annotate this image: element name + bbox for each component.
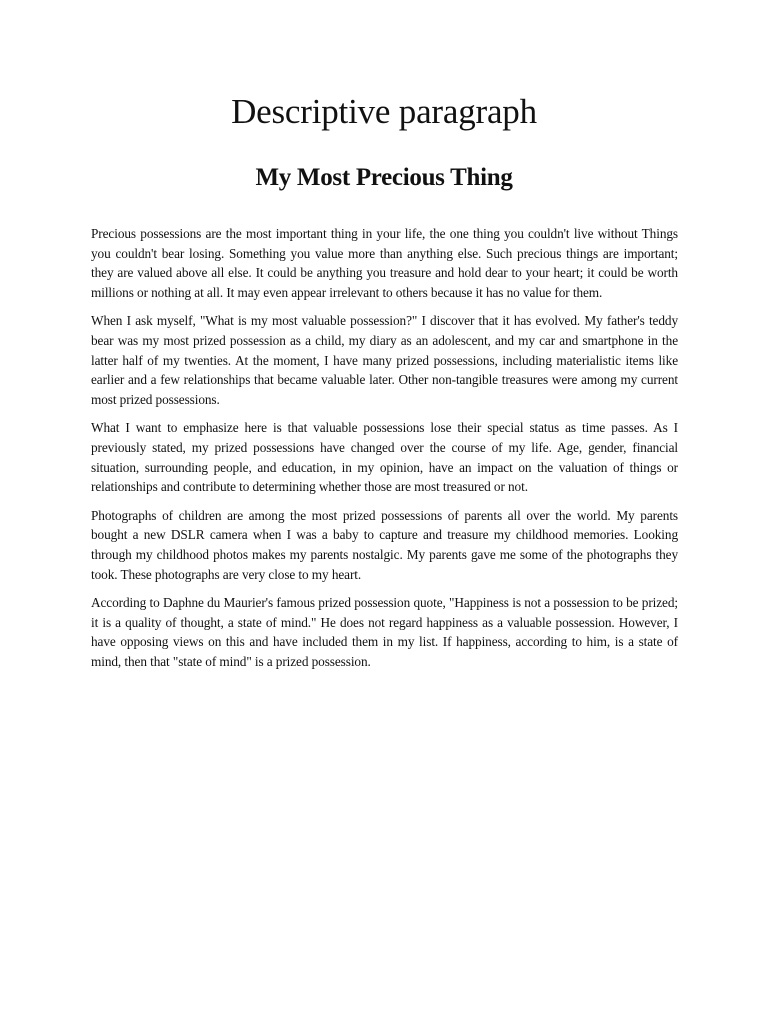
paragraph-3: What I want to emphasize here is that valuable possessions lose their special status as time passes. As I previously stated, my prized possessions have changed over the course of my life. Age, gender, financial situation, surrounding people, and education, in my opinion, have an impact on the valuation of things or relationships and contribute to determining whether those are most treasured or not. [91, 420, 678, 495]
paragraph-2: When I ask myself, "What is my most valuable possession?" I discover that it has evolved. My father's teddy bear was my most prized possession as a child, my diary as an adolescent, and my car and smartphone in the latter half of my twenties. At the moment, I have many prized possessions, including materialistic items like earlier and a few relationships that became valuable later. Other non-tangible treasures were among my current most prized possessions. [91, 313, 678, 407]
document-subtitle: My Most Precious Thing [255, 164, 513, 191]
paragraph-1: Precious possessions are the most important thing in your life, the one thing you couldn't live without Things you couldn't bear losing. Something you value more than anything else. Such precious things are important; they are valued above all else. It could be anything you treasure and hold dear to your heart; it could be worth millions or nothing at all. It may even appear irrelevant to others because it has no value for them. [91, 226, 678, 300]
paragraph-5: According to Daphne du Maurier's famous prized possession quote, "Happiness is not a possession to be prized; it is a quality of thought, a state of mind." He does not regard happiness as a valuable possession. However, I have opposing views on this and have included them in my list. If happiness, according to him, is a state of mind, then that "state of mind" is a prized possession. [91, 595, 678, 669]
paragraph-4: Photographs of children are among the most prized possessions of parents all over the world. My parents bought a new DSLR camera when I was a baby to capture and treasure my childhood memories. Looking through my childhood photos makes my parents nostalgic. My parents gave me some of the photographs they took. These photographs are very close to my heart. [91, 507, 678, 582]
document-body [91, 224, 678, 680]
document-title: Descriptive paragraph [231, 92, 537, 131]
